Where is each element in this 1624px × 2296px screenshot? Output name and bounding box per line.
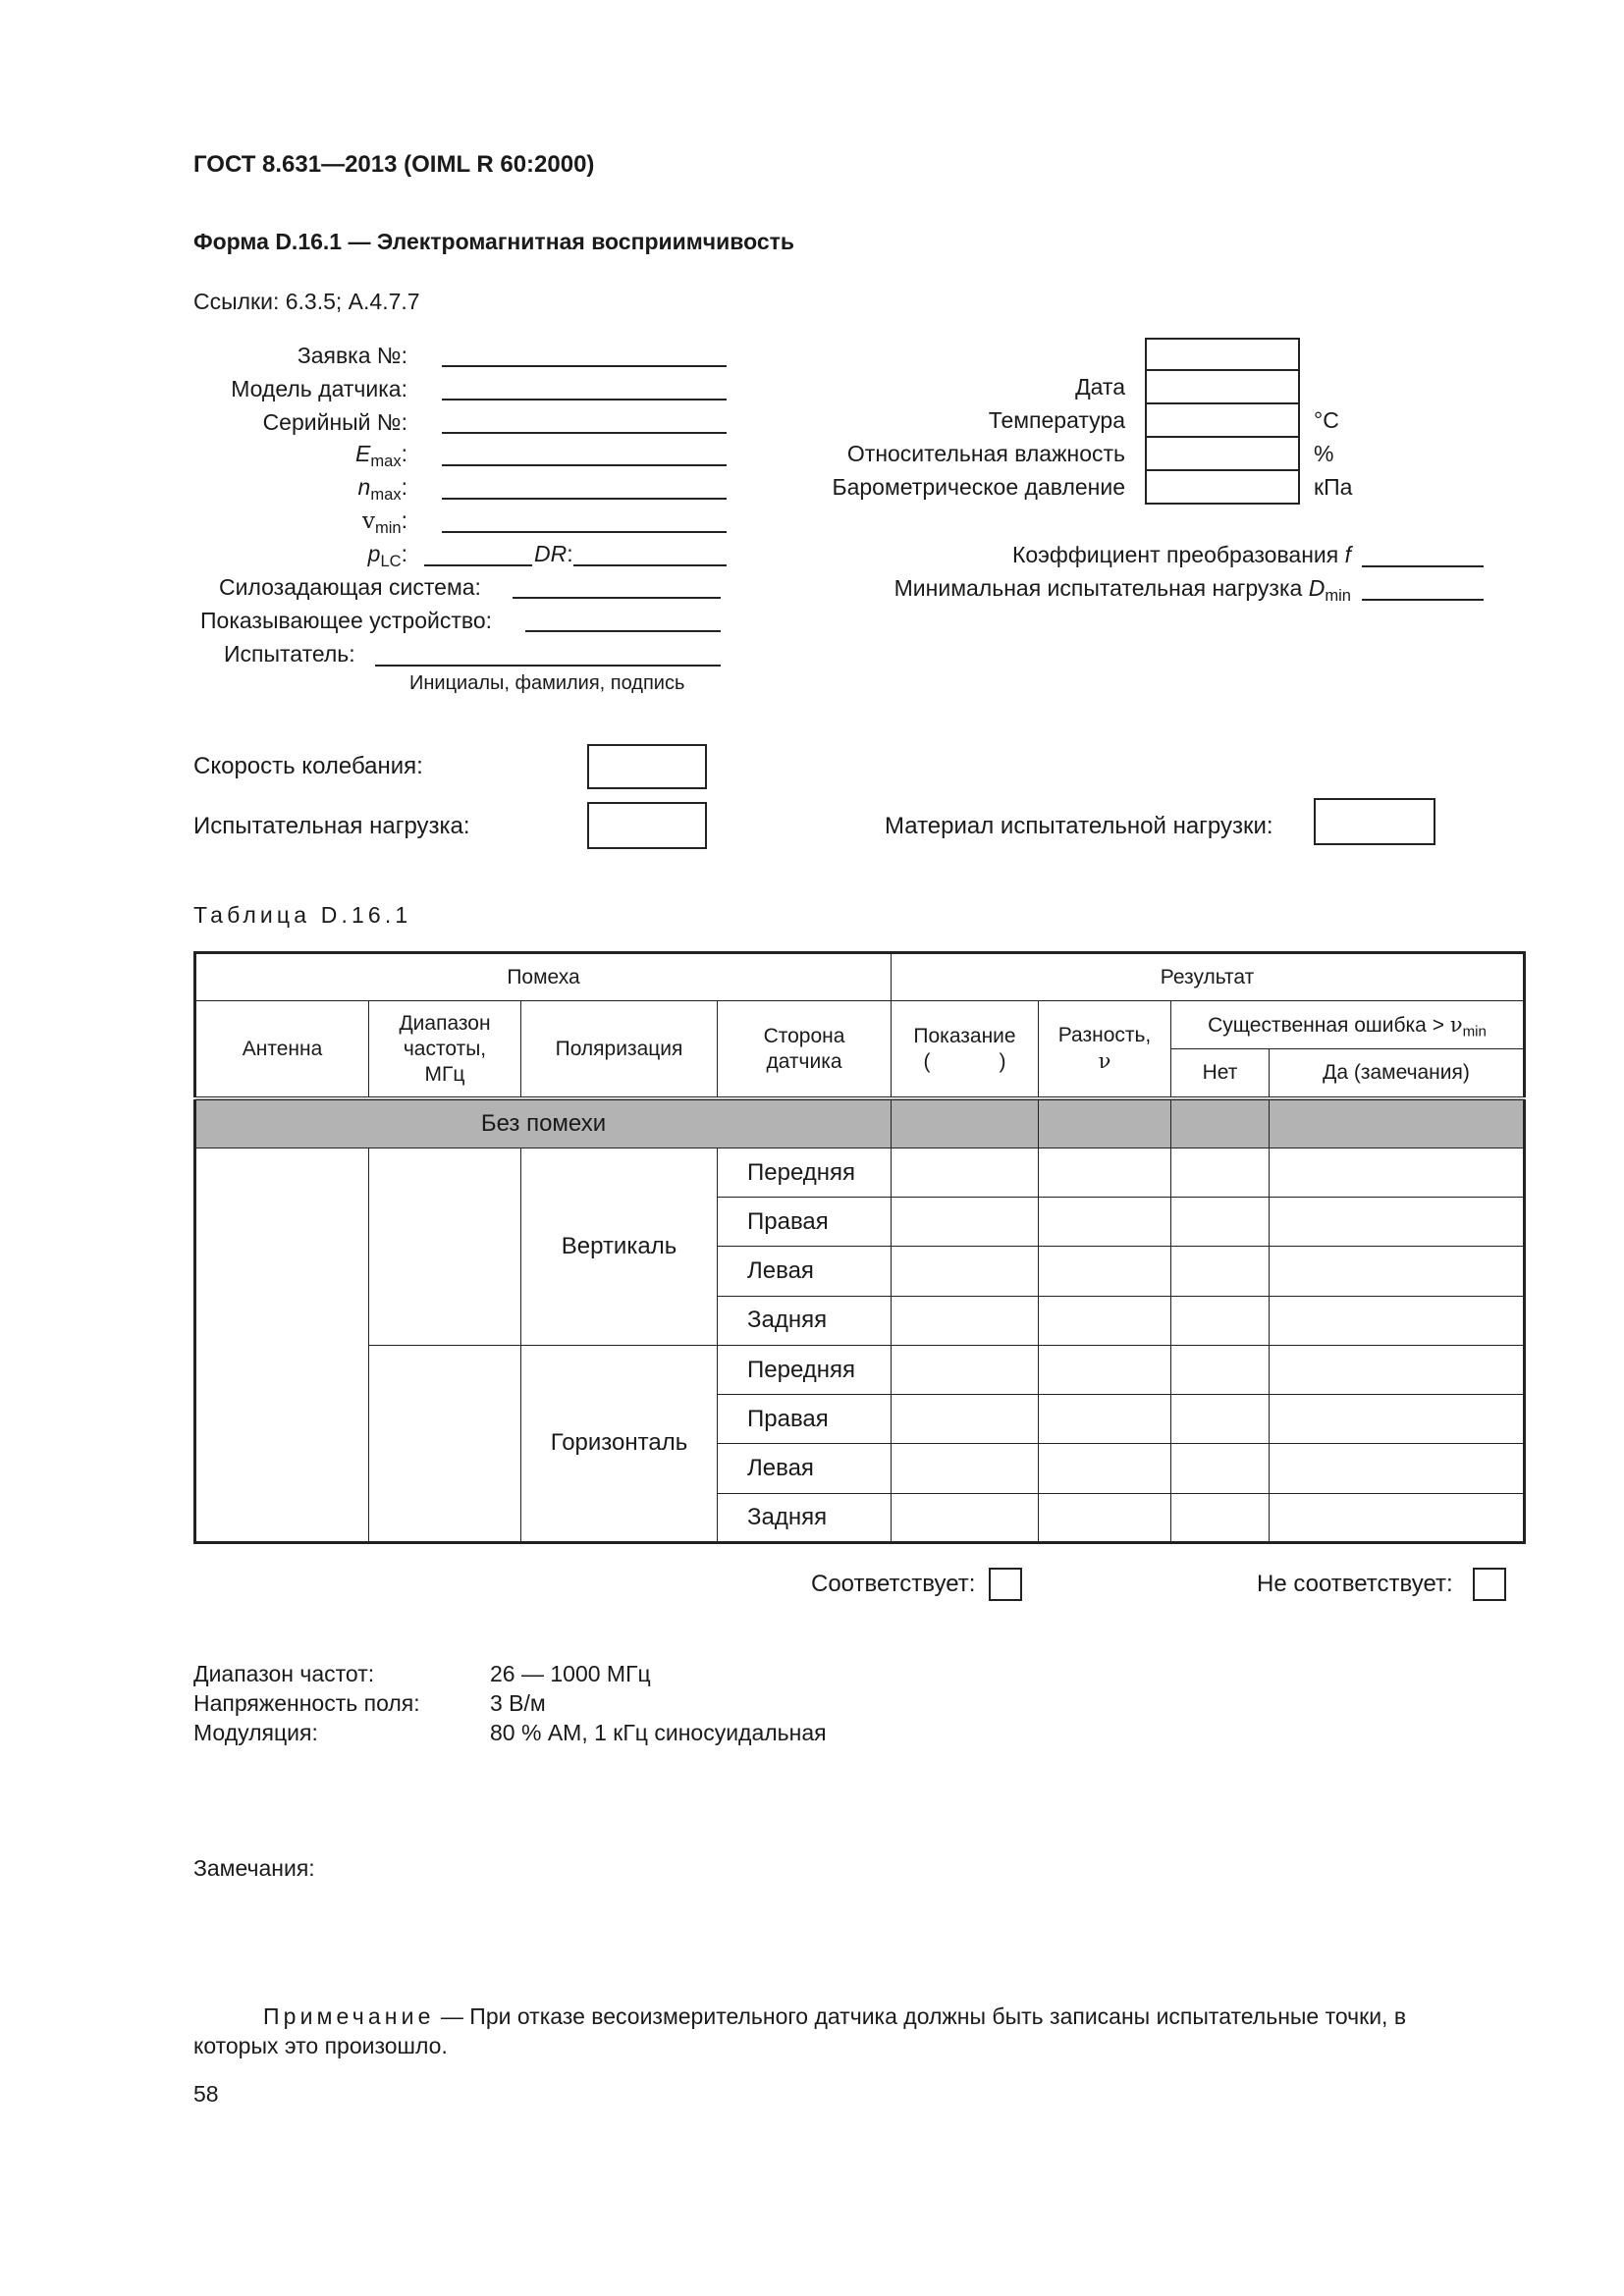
side-front: Передняя bbox=[718, 1345, 892, 1394]
table-cell[interactable] bbox=[1171, 1098, 1270, 1148]
tester-input[interactable] bbox=[375, 665, 721, 667]
table-cell[interactable] bbox=[1270, 1493, 1525, 1542]
dr-input[interactable] bbox=[573, 564, 727, 566]
references: Ссылки: 6.3.5; A.4.7.7 bbox=[193, 289, 420, 314]
side-left: Левая bbox=[718, 1247, 892, 1296]
pressure-unit: кПа bbox=[1314, 474, 1353, 500]
temperature-label: Температура bbox=[988, 407, 1125, 433]
table-cell[interactable] bbox=[1171, 1493, 1270, 1542]
table-cell[interactable] bbox=[1270, 1247, 1525, 1296]
field-strength-label: Напряженность поля: bbox=[193, 1690, 420, 1716]
col-reading-header: Показание ( ) bbox=[892, 1001, 1039, 1098]
group-result-header: Результат bbox=[892, 953, 1525, 1001]
nmax-label: $n_{max}$: bbox=[357, 474, 407, 504]
temperature-box[interactable] bbox=[1145, 402, 1300, 438]
table-cell[interactable] bbox=[1270, 1296, 1525, 1345]
table-cell[interactable] bbox=[1039, 1444, 1171, 1493]
table-cell[interactable] bbox=[1039, 1198, 1171, 1247]
col-no-header: Нет bbox=[1171, 1049, 1270, 1098]
table-cell[interactable] bbox=[1171, 1247, 1270, 1296]
col-antenna-header: Антенна bbox=[195, 1001, 369, 1098]
pressure-box[interactable] bbox=[1145, 469, 1300, 505]
note-line-1: Примечание — При отказе весоизмерительного датчика должны быть записаны испытательные точки, в bbox=[263, 2003, 1407, 2029]
table-cell[interactable] bbox=[892, 1247, 1039, 1296]
col-frequency-header: Диапазон частоты, МГц bbox=[369, 1001, 521, 1098]
table-cell[interactable] bbox=[1270, 1148, 1525, 1197]
results-table bbox=[193, 951, 1526, 1544]
date-box[interactable] bbox=[1145, 369, 1300, 404]
side-back: Задняя bbox=[718, 1296, 892, 1345]
signature-caption: Инициалы, фамилия, подпись bbox=[409, 672, 685, 694]
polarization-horizontal: Горизонталь bbox=[521, 1345, 718, 1542]
sensor-model-input[interactable] bbox=[442, 399, 727, 400]
pressure-label: Барометрическое давление bbox=[832, 474, 1125, 500]
table-cell[interactable] bbox=[1171, 1345, 1270, 1394]
indicator-input[interactable] bbox=[525, 630, 721, 632]
col-side-header: Сторона датчика bbox=[718, 1001, 892, 1098]
table-cell[interactable] bbox=[892, 1198, 1039, 1247]
complies-label: Соответствует: bbox=[811, 1571, 976, 1597]
col-difference-header: Разность, ν bbox=[1039, 1001, 1171, 1098]
min-test-load-label: Минимальная испытательная нагрузка $D_{min}$ bbox=[893, 575, 1351, 605]
form-title: Форма D.16.1 — Электромагнитная восприимчивость bbox=[193, 229, 795, 254]
oscillation-speed-box[interactable] bbox=[587, 744, 707, 789]
group-interference-header: Помеха bbox=[195, 953, 892, 1001]
vmin-input[interactable] bbox=[442, 531, 727, 533]
min-test-load-input[interactable] bbox=[1362, 599, 1484, 601]
table-cell[interactable] bbox=[1270, 1198, 1525, 1247]
table-cell[interactable] bbox=[1039, 1148, 1171, 1197]
antenna-cell[interactable] bbox=[195, 1148, 369, 1542]
tester-label: Испытатель: bbox=[224, 641, 355, 667]
table-cell[interactable] bbox=[892, 1148, 1039, 1197]
test-load-material-label: Материал испытательной нагрузки: bbox=[885, 813, 1273, 839]
plc-input[interactable] bbox=[424, 564, 532, 566]
no-interference-row-label: Без помехи bbox=[195, 1098, 892, 1148]
test-load-box[interactable] bbox=[587, 802, 707, 849]
table-cell[interactable] bbox=[1270, 1395, 1525, 1444]
table-cell[interactable] bbox=[1039, 1395, 1171, 1444]
humidity-label: Относительная влажность bbox=[846, 441, 1125, 466]
col-yes-header: Да (замечания) bbox=[1270, 1049, 1525, 1098]
polarization-vertical: Вертикаль bbox=[521, 1148, 718, 1345]
table-cell[interactable] bbox=[1171, 1444, 1270, 1493]
table-cell[interactable] bbox=[1171, 1148, 1270, 1197]
table-cell[interactable] bbox=[892, 1296, 1039, 1345]
not-complies-label: Не соответствует: bbox=[1257, 1571, 1453, 1597]
table-cell[interactable] bbox=[1171, 1395, 1270, 1444]
test-load-material-box[interactable] bbox=[1314, 798, 1435, 845]
table-cell[interactable] bbox=[1171, 1198, 1270, 1247]
oscillation-speed-label: Скорость колебания: bbox=[193, 753, 423, 779]
sensor-model-label: Модель датчика: bbox=[231, 376, 407, 401]
temperature-unit: °C bbox=[1314, 407, 1339, 433]
indicator-label: Показывающее устройство: bbox=[200, 608, 493, 633]
side-left: Левая bbox=[718, 1444, 892, 1493]
complies-checkbox[interactable] bbox=[989, 1568, 1022, 1601]
dr-label: DR: bbox=[534, 541, 573, 566]
side-right: Правая bbox=[718, 1395, 892, 1444]
table-cell[interactable] bbox=[1171, 1296, 1270, 1345]
force-system-input[interactable] bbox=[513, 597, 721, 599]
side-right: Правая bbox=[718, 1198, 892, 1247]
nmax-input[interactable] bbox=[442, 498, 727, 500]
frequency-cell-horizontal[interactable] bbox=[369, 1345, 521, 1542]
freq-range-label: Диапазон частот: bbox=[193, 1661, 375, 1686]
table-cell[interactable] bbox=[892, 1345, 1039, 1394]
serial-input[interactable] bbox=[442, 432, 727, 434]
modulation-label: Модуляция: bbox=[193, 1720, 318, 1745]
force-system-label: Силозадающая система: bbox=[219, 574, 481, 600]
table-cell[interactable] bbox=[1270, 1444, 1525, 1493]
freq-range-value: 26 — 1000 МГц bbox=[490, 1661, 651, 1686]
serial-label: Серийный №: bbox=[262, 409, 407, 435]
not-complies-checkbox[interactable] bbox=[1473, 1568, 1506, 1601]
table-cell[interactable] bbox=[1039, 1493, 1171, 1542]
document-header: ГОСТ 8.631—2013 (OIML R 60:2000) bbox=[193, 151, 595, 178]
test-load-label: Испытательная нагрузка: bbox=[193, 813, 470, 839]
vmin-label: $v_{min}$: bbox=[361, 507, 407, 537]
col-polarization-header: Поляризация bbox=[521, 1001, 718, 1098]
humidity-unit: % bbox=[1314, 441, 1334, 466]
table-cell[interactable] bbox=[1039, 1296, 1171, 1345]
conversion-coef-input[interactable] bbox=[1362, 565, 1484, 567]
humidity-box[interactable] bbox=[1145, 436, 1300, 471]
application-input[interactable] bbox=[442, 365, 727, 367]
table-cell[interactable] bbox=[1270, 1345, 1525, 1394]
emax-input[interactable] bbox=[442, 464, 727, 466]
table-cell[interactable] bbox=[892, 1098, 1039, 1148]
application-label: Заявка №: bbox=[297, 343, 407, 368]
note-line-2: которых это произошло. bbox=[193, 2033, 448, 2058]
col-error-header: Существенная ошибка > $\nu_{min}$ bbox=[1171, 1001, 1525, 1049]
side-back: Задняя bbox=[718, 1493, 892, 1542]
table-cell[interactable] bbox=[1039, 1247, 1171, 1296]
page-number: 58 bbox=[193, 2081, 219, 2107]
table-cell[interactable] bbox=[1039, 1345, 1171, 1394]
side-front: Передняя bbox=[718, 1148, 892, 1197]
blank-box[interactable] bbox=[1145, 338, 1300, 371]
table-cell[interactable] bbox=[892, 1444, 1039, 1493]
table-cell[interactable] bbox=[1039, 1098, 1171, 1148]
date-label: Дата bbox=[1075, 374, 1125, 400]
modulation-value: 80 % АМ, 1 кГц синосуидальная bbox=[490, 1720, 827, 1745]
frequency-cell-vertical[interactable] bbox=[369, 1148, 521, 1345]
conversion-coef-label: Коэффициент преобразования f bbox=[1011, 542, 1351, 567]
emax-label: $E_{max}$: bbox=[355, 441, 407, 470]
table-caption: Таблица D.16.1 bbox=[193, 902, 412, 928]
table-cell[interactable] bbox=[892, 1493, 1039, 1542]
table-cell[interactable] bbox=[892, 1395, 1039, 1444]
remarks-label: Замечания: bbox=[193, 1855, 315, 1881]
table-cell[interactable] bbox=[1270, 1098, 1525, 1148]
plc-label: $p_{LC}$: bbox=[367, 541, 407, 570]
field-strength-value: 3 В/м bbox=[490, 1690, 546, 1716]
